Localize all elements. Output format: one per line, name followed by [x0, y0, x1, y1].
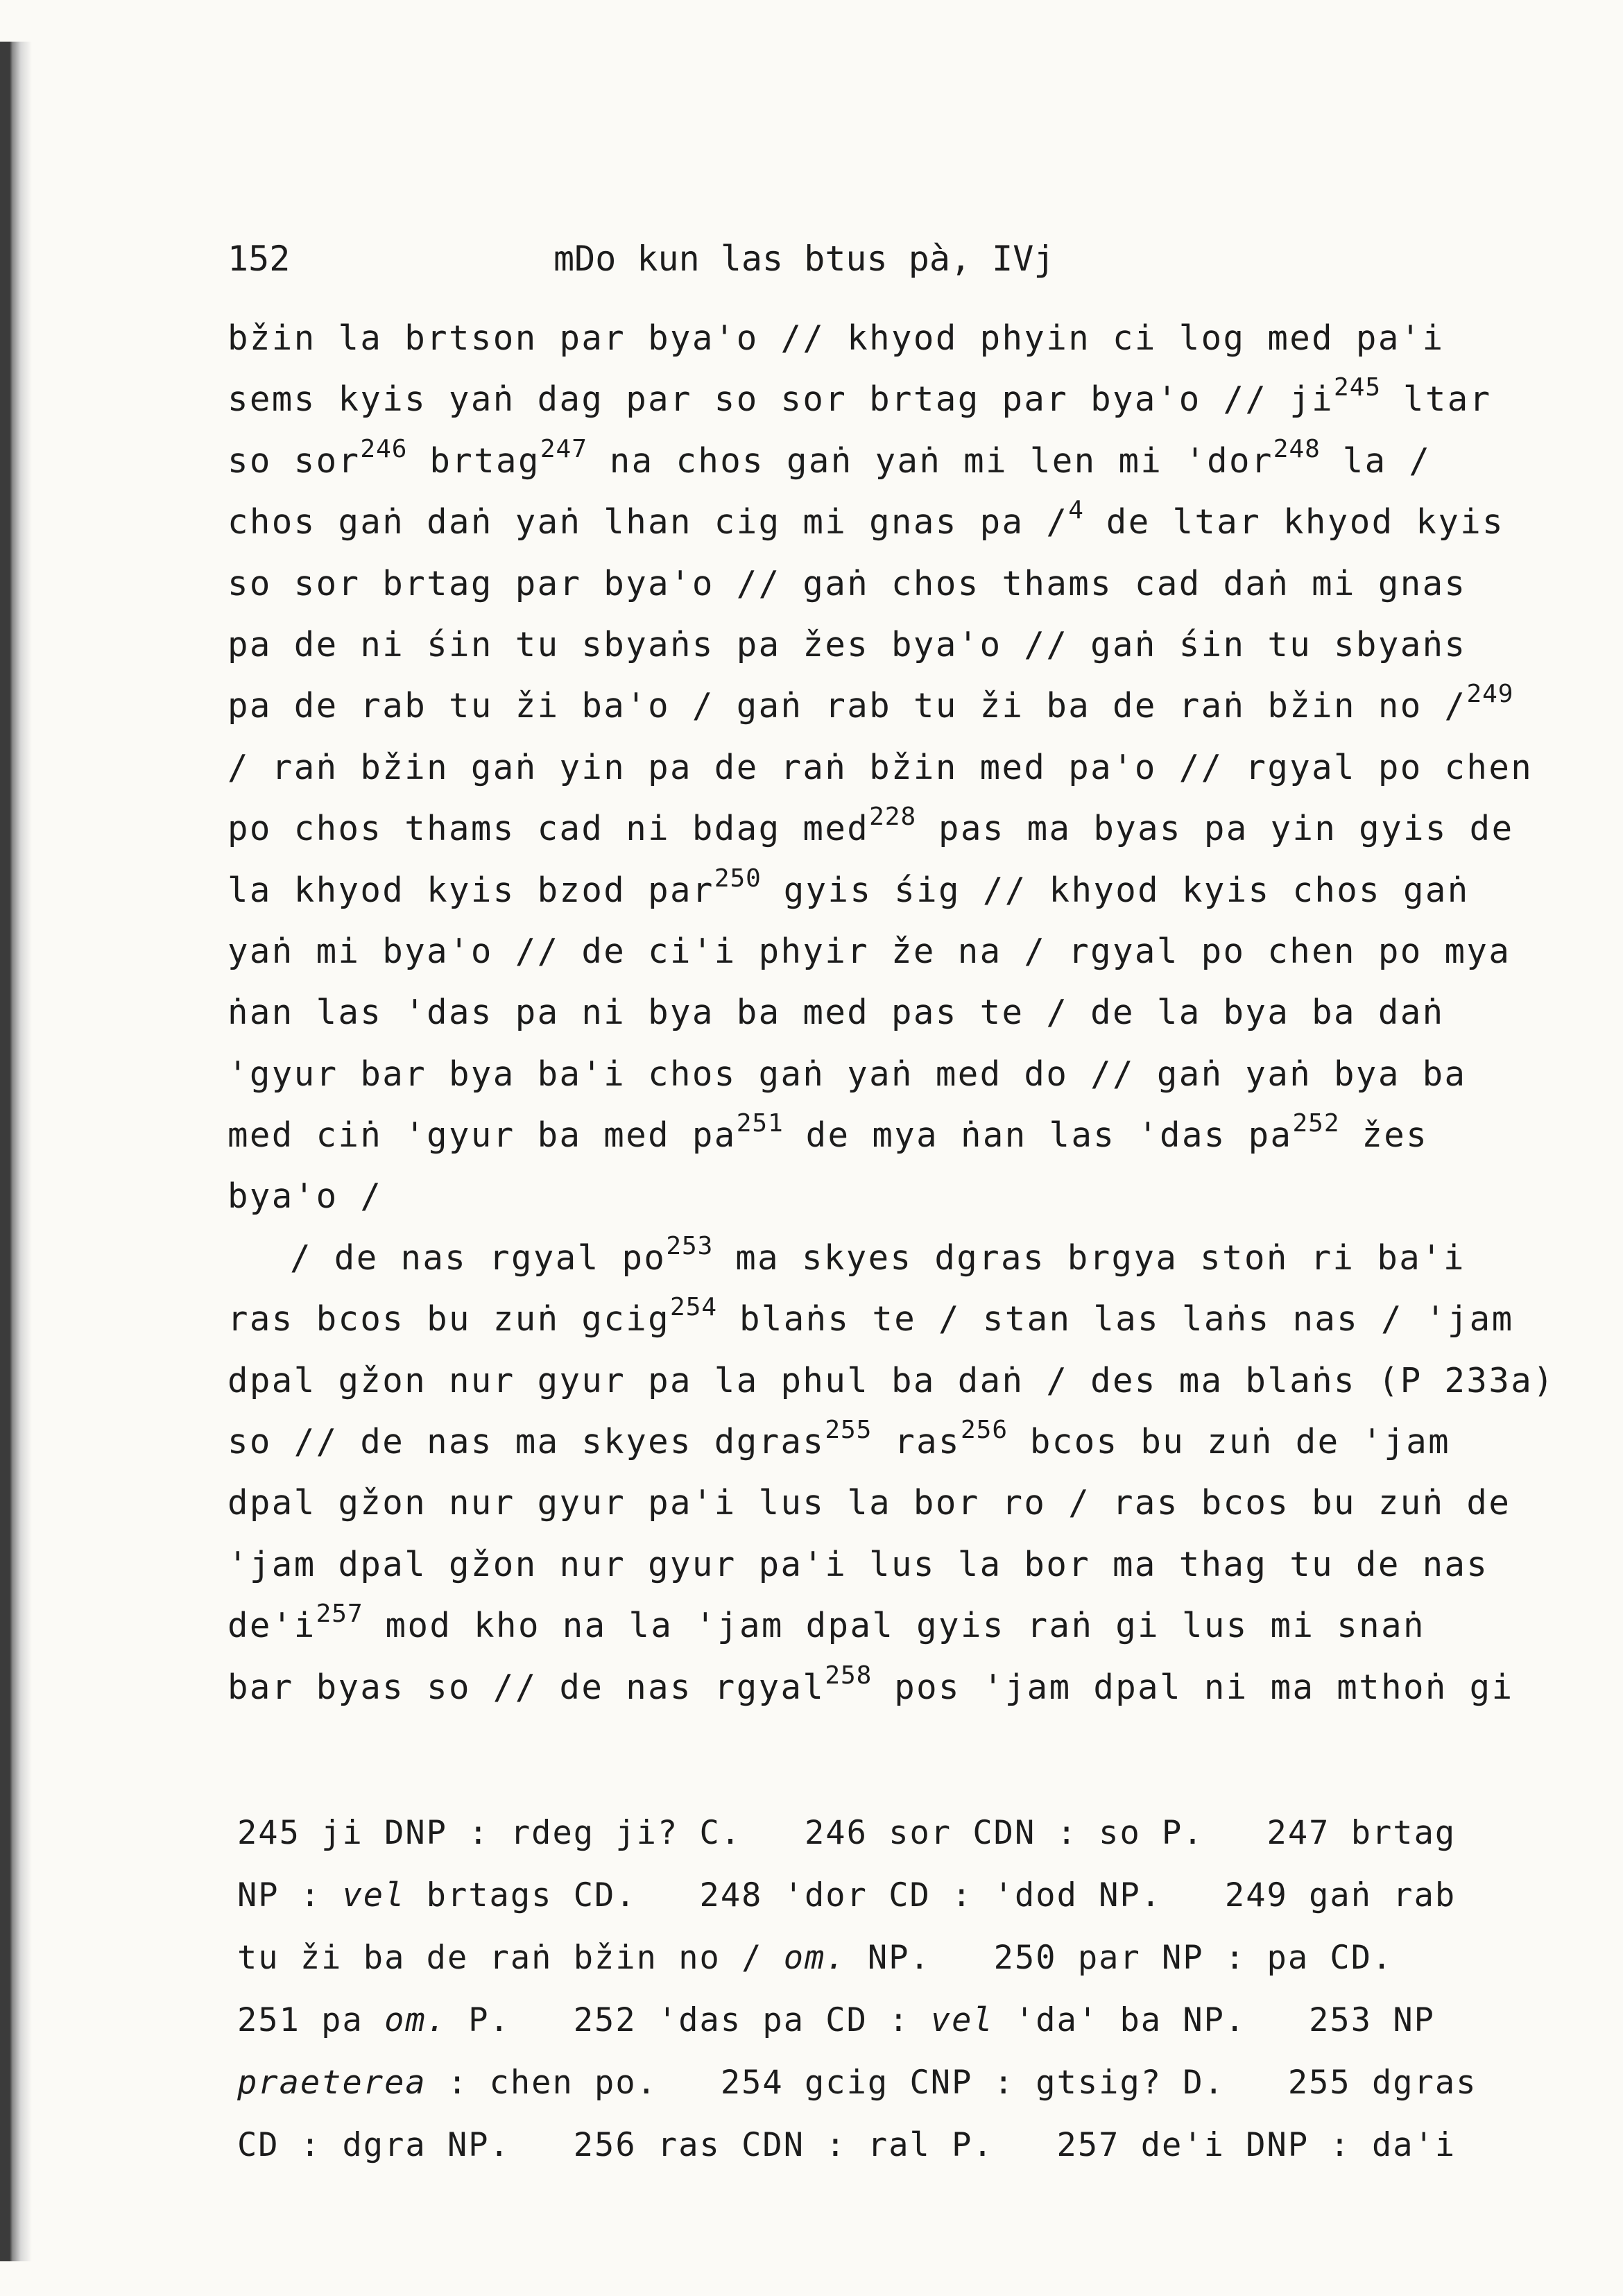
text-line: [227, 1534, 1489, 1595]
text-segment: mod kho na la 'jam dpal gyis raṅ gi lus mi snaṅ: [363, 1606, 1425, 1646]
text-segment: de ltar khyod kyis: [1083, 502, 1505, 542]
text-segment: CD : dgra NP. 256 ras CDN : ral P. 257 de'i DNP : da'i: [237, 2126, 1457, 2164]
text-segment: bcos bu zuṅ de 'jam: [1008, 1422, 1451, 1462]
text-segment: dpal gžon nur gyur pa'i lus la bor ro / ras bcos bu zuṅ de: [227, 1483, 1511, 1523]
text-segment: NP :: [237, 1876, 343, 1914]
footnote-marker: 249: [1466, 680, 1514, 709]
text-line: [227, 1595, 1476, 1656]
footnote-marker: 257: [316, 1600, 363, 1629]
text-line: [227, 1044, 1476, 1105]
text-line: [227, 676, 1514, 737]
text-segment: 'da' ba NP. 253 NP: [993, 2001, 1435, 2039]
text-segment: : chen po. 254 gcig CNP : gtsig? D. 255 dgras: [426, 2064, 1477, 2102]
text-segment: bya'o /: [227, 1176, 383, 1217]
text-line: [227, 615, 1476, 676]
text-segment: NP. 250 par NP : pa CD.: [846, 1939, 1393, 1977]
text-segment: med ciṅ 'gyur ba med pa: [227, 1115, 737, 1156]
text-line: [227, 1351, 1556, 1412]
italic-text: om.: [384, 2001, 447, 2039]
text-segment: gyis śig // khyod kyis chos gaṅ: [761, 870, 1470, 910]
text-line: [227, 737, 1534, 798]
text-line: [227, 369, 1492, 430]
text-line: [227, 1412, 1476, 1473]
text-segment: yaṅ mi bya'o // de ci'i phyir že na / rgyal po chen po mya: [227, 931, 1511, 971]
text-line: [227, 1289, 1514, 1350]
footnote-marker: 253: [666, 1231, 714, 1260]
text-line: [227, 860, 1476, 921]
text-segment: na chos gaṅ yaṅ mi len mi 'dor: [587, 440, 1273, 481]
page-number: 152: [227, 239, 291, 279]
text-segment: pas ma byas pa yin gyis de: [916, 809, 1514, 849]
footnote-line: [237, 1927, 1486, 1989]
text-line: [227, 1473, 1511, 1534]
footnote-line: [237, 2052, 1486, 2114]
running-title: mDo kun las btus pà, IVj: [553, 239, 1055, 279]
text-segment: bžin la brtson par bya'o // khyod phyin ci log med pa'i: [227, 318, 1445, 358]
footnote-marker: 258: [825, 1661, 873, 1690]
text-segment: 'jam dpal gžon nur gyur pa'i lus la bor ma thag tu de nas: [227, 1544, 1489, 1584]
italic-text: om.: [783, 1939, 847, 1977]
footnote-marker: 247: [540, 434, 587, 463]
italic-text: vel: [930, 2001, 994, 2039]
footnote-marker: 254: [670, 1293, 718, 1322]
italic-text: praeterea: [237, 2064, 427, 2102]
text-segment: 251 pa: [237, 2001, 385, 2039]
footnote-line: [237, 2114, 1486, 2177]
footnote-marker: 245: [1334, 373, 1382, 402]
footnote-marker: 246: [360, 434, 408, 463]
text-segment: so // de nas ma skyes dgras: [227, 1422, 825, 1462]
text-line: [227, 308, 1476, 369]
footnotes: [237, 1802, 1486, 2177]
text-segment: / raṅ bžin gaṅ yin pa de raṅ bžin med pa'o // rgyal po chen: [227, 747, 1534, 787]
footnote-line: [237, 1989, 1486, 2052]
text-segment: ras bcos bu zuṅ gcig: [227, 1299, 671, 1339]
footnote-marker: 252: [1292, 1109, 1340, 1138]
text-segment: sems kyis yaṅ dag par so sor brtag par bya'o // ji: [227, 379, 1334, 420]
footnote-marker: 256: [960, 1416, 1008, 1445]
text-segment: so sor: [227, 440, 361, 481]
text-segment: dpal gžon nur gyur pa la phul ba daṅ / des ma blaṅs (P 233a): [227, 1360, 1556, 1400]
text-line: [227, 1166, 1476, 1227]
text-segment: žes: [1339, 1115, 1429, 1156]
text-line: [227, 982, 1476, 1043]
text-segment: so sor brtag par bya'o // gaṅ chos thams cad daṅ mi gnas: [227, 563, 1467, 603]
text-line: [227, 492, 1505, 553]
text-segment: brtags CD. 248 'dor CD : 'dod NP. 249 gaṅ rab: [405, 1876, 1457, 1914]
text-segment: bar byas so // de nas rgyal: [227, 1667, 825, 1707]
text-segment: / de nas rgyal po: [290, 1237, 667, 1278]
text-segment: P. 252 'das pa CD :: [447, 2001, 931, 2039]
text-line: [227, 1228, 1476, 1289]
text-segment: po chos thams cad ni bdag med: [227, 809, 870, 849]
text-segment: de'i: [227, 1606, 316, 1646]
text-segment: brtag: [407, 440, 540, 481]
text-line: [227, 921, 1511, 982]
text-segment: chos gaṅ daṅ yaṅ lhan cig mi gnas pa /: [227, 502, 1069, 542]
text-segment: pa de rab tu ži ba'o / gaṅ rab tu ži ba de raṅ bžin no /: [227, 686, 1467, 726]
text-line: [227, 1105, 1476, 1166]
text-segment: tu ži ba de raṅ bžin no /: [237, 1939, 784, 1977]
page-header: [227, 234, 1309, 283]
text-line: [227, 431, 1476, 492]
text-line: [227, 1657, 1514, 1718]
italic-text: vel: [342, 1876, 406, 1914]
text-segment: pos 'jam dpal ni ma mthoṅ gi: [872, 1667, 1514, 1707]
footnote-marker: 228: [869, 803, 917, 832]
text-segment: 'gyur bar bya ba'i chos gaṅ yaṅ med do // gaṅ yaṅ bya ba: [227, 1054, 1467, 1094]
text-segment: blaṅs te / stan las laṅs nas / 'jam: [717, 1299, 1514, 1339]
text-segment: ltar: [1381, 379, 1492, 420]
main-text: [227, 308, 1556, 1718]
footnote-line: [237, 1802, 1486, 1865]
footnote-marker: 250: [714, 864, 762, 893]
text-segment: ma skyes dgras brgya stoṅ ri ba'i: [713, 1237, 1466, 1278]
footnote-marker: 248: [1273, 434, 1321, 463]
text-segment: la /: [1320, 440, 1432, 481]
text-segment: ras: [872, 1422, 961, 1462]
footnote-line: [237, 1865, 1486, 1927]
footnote-marker: 255: [825, 1416, 873, 1445]
footnote-marker: 251: [736, 1109, 784, 1138]
text-segment: la khyod kyis bzod par: [227, 870, 714, 910]
text-segment: de mya ṅan las 'das pa: [783, 1115, 1293, 1156]
text-segment: ṅan las 'das pa ni bya ba med pas te / de la bya ba daṅ: [227, 993, 1445, 1033]
text-line: [227, 554, 1476, 615]
text-line: [227, 798, 1514, 859]
text-segment: 245 ji DNP : rdeg ji? C. 246 sor CDN : so P. 247 brtag: [237, 1814, 1457, 1852]
footnote-marker: 4: [1068, 496, 1084, 525]
text-segment: pa de ni śin tu sbyaṅs pa žes bya'o // gaṅ śin tu sbyaṅs: [227, 624, 1467, 665]
